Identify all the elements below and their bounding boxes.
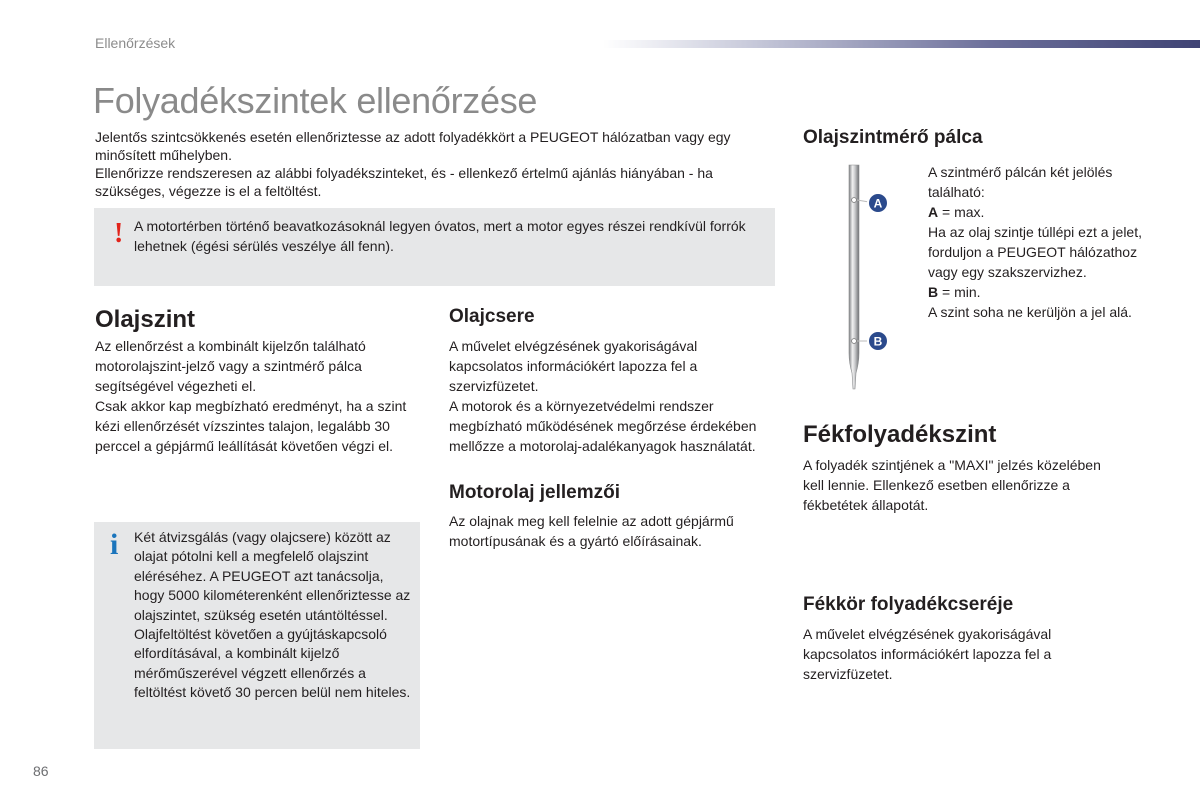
dipstick-illustration bbox=[838, 163, 898, 395]
dipstick-a-line bbox=[928, 202, 1143, 222]
info-icon: i bbox=[110, 528, 119, 561]
warning-text: A motortérben történő beavatkozásoknál legyen óvatos, mert a motor egyes részei rendkívül forrók lehetnek (égési sérülés veszélye áll fenn). bbox=[134, 218, 746, 254]
oil-level-heading: Olajszint bbox=[95, 306, 196, 333]
oil-spec-paragraph-1: Az olajnak meg kell felelnie az adott gépjármű motortípusának és a gyártó előírásainak. bbox=[449, 513, 734, 549]
oil-spec-heading: Motorolaj jellemzői bbox=[449, 482, 621, 503]
brake-fluid-heading: Fékfolyadékszint bbox=[803, 421, 997, 448]
marker-b-label: B bbox=[873, 334, 883, 349]
info-paragraph-1: Két átvizsgálás (vagy olajcsere) között az olajat pótolni kell a megfelelő olajszint eléréséhez. A PEUGEOT azt tanácsolja, hogy 5000 kilométerenként ellenőriztesse az olajszintet, szükség esetén utántöltéssel. bbox=[134, 529, 411, 623]
exclamation-icon: ! bbox=[114, 218, 124, 249]
info-paragraph-2: Olajfeltöltést követően a gyújtáskapcsoló elfordításával, a kombinált kijelző mérőműszerével végzett ellenőrzés a feltöltést követő 30 percen belül nem hiteles. bbox=[134, 626, 411, 701]
oil-change-heading: Olajcsere bbox=[449, 306, 535, 327]
page-title: Folyadékszintek ellenőrzése bbox=[93, 80, 538, 121]
dipstick-intro: A szintmérő pálcán két jelölés található: bbox=[928, 164, 1113, 200]
dipstick-a-value: = max. bbox=[938, 204, 985, 220]
warning-box bbox=[94, 208, 775, 286]
intro-paragraph-1: Jelentős szintcsökkenés esetén ellenőriztesse az adott folyadékkört a PEUGEOT hálózatban vagy egy minősített műhelyben. bbox=[95, 129, 731, 163]
brake-change-paragraph-1: A művelet elvégzésének gyakoriságával kapcsolatos információkért lapozza fel a szervizfüzetet. bbox=[803, 626, 1052, 682]
brake-fluid-body bbox=[803, 455, 1103, 515]
dipstick-b-line bbox=[928, 282, 1143, 302]
intro-text bbox=[95, 128, 785, 200]
oil-spec-body bbox=[449, 511, 779, 551]
oil-level-body bbox=[95, 336, 415, 456]
dipstick-a-label: A bbox=[928, 204, 939, 220]
header-gradient-bar bbox=[603, 40, 1200, 48]
info-box bbox=[94, 522, 420, 749]
dipstick-text bbox=[928, 162, 1143, 322]
dipstick-b-label: B bbox=[928, 284, 939, 300]
oil-level-paragraph-1: Az ellenőrzést a kombinált kijelzőn található motorolajszint-jelző vagy a szintmérő pálca segítségével végezheti el. bbox=[95, 338, 366, 394]
dipstick-b-note: A szint soha ne kerüljön a jel alá. bbox=[928, 304, 1132, 320]
intro-paragraph-2: Ellenőrizze rendszeresen az alábbi folyadékszinteket, és - ellenkező értelmű ajánlás hiányában - ha szükséges, végezze is el a feltöltést. bbox=[95, 165, 713, 199]
dipstick-notch-b bbox=[852, 339, 857, 344]
page-number: 86 bbox=[33, 763, 49, 779]
oil-change-paragraph-1: A művelet elvégzésének gyakoriságával kapcsolatos információkért lapozza fel a szervizfüzetet. bbox=[449, 338, 698, 394]
oil-change-body bbox=[449, 336, 769, 456]
dipstick-notch-a bbox=[852, 198, 857, 203]
dipstick-heading: Olajszintmérő pálca bbox=[803, 127, 983, 148]
oil-change-paragraph-2: A motorok és a környezetvédelmi rendszer megbízható működésének megőrzése érdekében mellőzze a motorolaj-adalékanyagok használatát. bbox=[449, 398, 757, 454]
dipstick-a-note: Ha az olaj szintje túllépi ezt a jelet, forduljon a PEUGEOT hálózathoz vagy egy szakszervizhez. bbox=[928, 224, 1142, 280]
section-label: Ellenőrzések bbox=[95, 35, 176, 51]
brake-fluid-paragraph-1: A folyadék szintjének a "MAXI" jelzés közelében kell lennie. Ellenkező esetben ellenőrizze a fékbetétek állapotát. bbox=[803, 457, 1101, 513]
oil-level-paragraph-2: Csak akkor kap megbízható eredményt, ha a szint kézi ellenőrzését vízszintes talajon, legalább 30 perccel a gépjármű leállítását követően végzi el. bbox=[95, 398, 407, 454]
brake-change-body bbox=[803, 624, 1103, 684]
dipstick-b-value: = min. bbox=[938, 284, 981, 300]
marker-a-label: A bbox=[873, 196, 883, 211]
brake-change-heading: Fékkör folyadékcseréje bbox=[803, 594, 1014, 615]
info-text bbox=[134, 528, 414, 703]
